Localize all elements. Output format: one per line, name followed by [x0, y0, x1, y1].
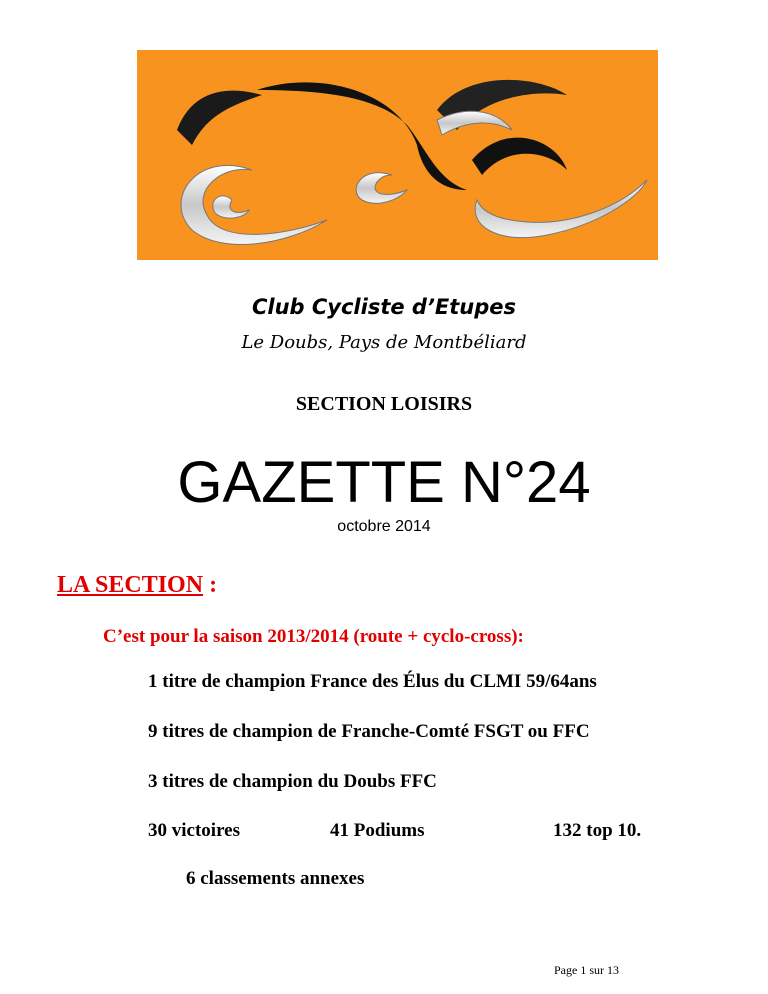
page-number: Page 1 sur 13 [554, 963, 619, 977]
gazette-title: GAZETTE N°24 [177, 450, 591, 515]
result-line: 9 titres de champion de Franche-Comté FSGT ou FFC [148, 721, 590, 742]
section-heading [57, 572, 217, 599]
result-line: 3 titres de champion du Doubs FFC [148, 771, 437, 792]
section-heading-suffix: : [203, 572, 218, 598]
stat-victoires: 30 victoires [148, 820, 240, 841]
result-line: 1 titre de champion France des Élus du CLMI 59/64ans [148, 671, 597, 692]
season-intro: C’est pour la saison 2013/2014 (route + cyclo-cross): [103, 626, 524, 647]
stat-podiums: 41 Podiums [330, 820, 425, 841]
club-name: Club Cycliste d’Etupes [251, 295, 517, 319]
club-logo [137, 50, 658, 260]
gazette-date: octobre 2014 [337, 518, 431, 535]
cycling-club-logo-icon [137, 50, 658, 260]
section-heading-label: LA SECTION [57, 572, 204, 598]
section-title: SECTION LOISIRS [295, 393, 473, 415]
club-subtitle: Le Doubs, Pays de Montbéliard [241, 332, 527, 353]
stat-top10: 132 top 10. [553, 820, 642, 841]
annexes-line: 6 classements annexes [186, 868, 365, 889]
